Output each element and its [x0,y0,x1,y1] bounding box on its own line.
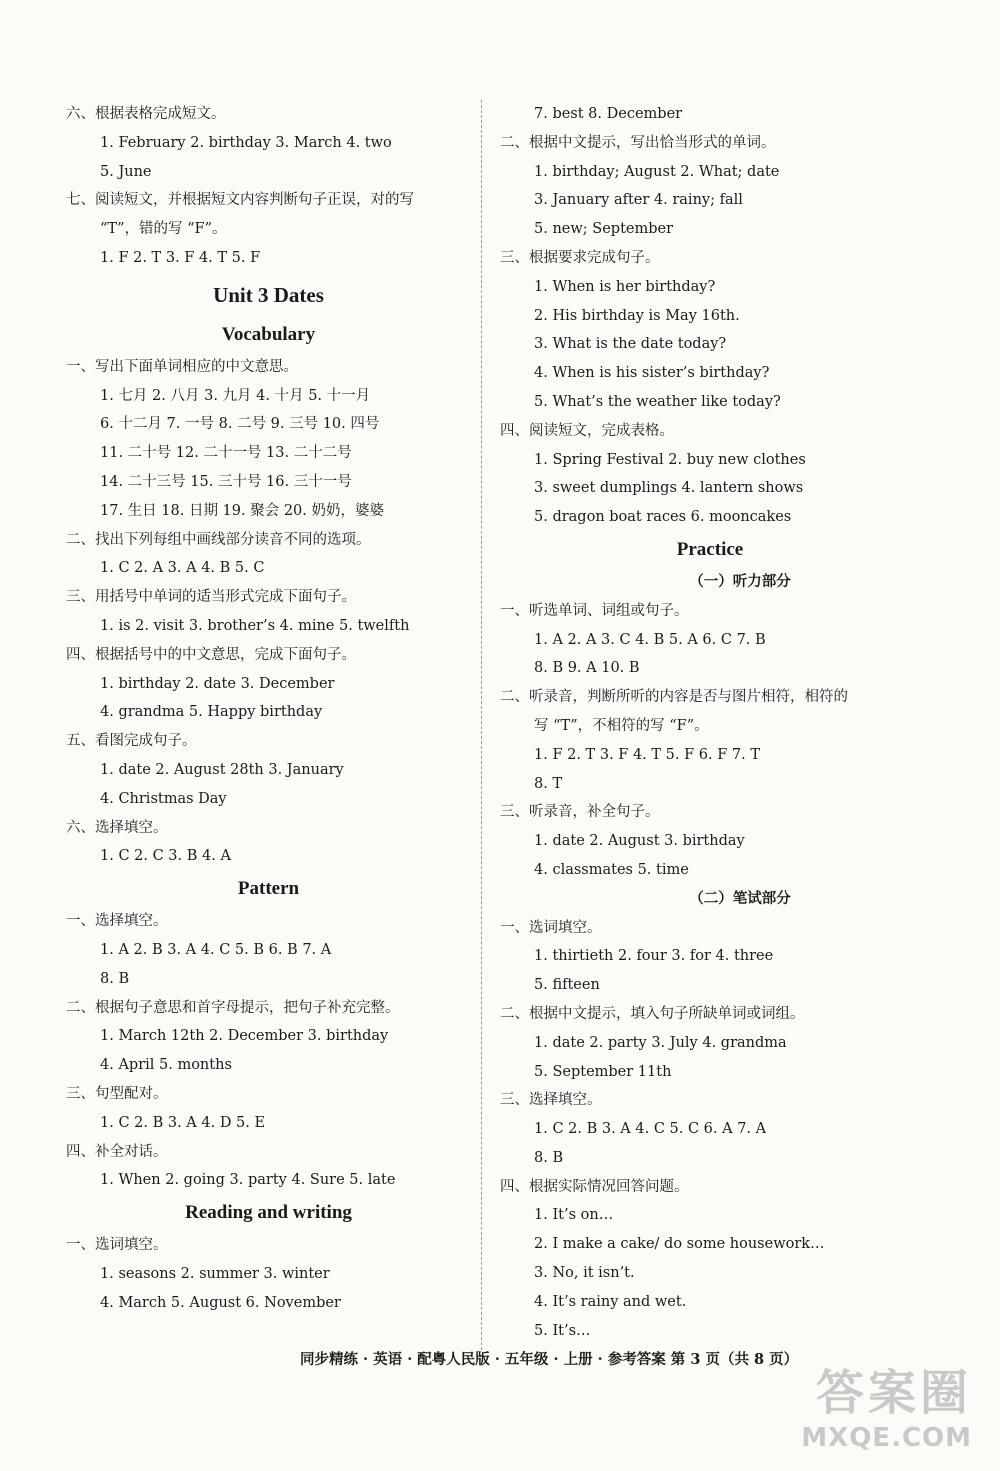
watermark-url: MXQE.COM [801,1423,972,1453]
answer-line: 8. B [534,1149,564,1166]
watermark-logo [801,1354,972,1453]
question-heading: 一、听选单词、词组或句子。 [500,602,689,619]
answer-line: 1. A 2. B 3. A 4. C 5. B 6. B 7. A [100,941,332,958]
section-title: Practice [676,538,744,560]
answer-line: 1. C 2. A 3. A 4. B 5. C [100,560,265,577]
answer-line: 1. date 2. August 3. birthday [534,833,745,850]
question-heading: 二、根据中文提示，写出恰当形式的单词。 [500,134,776,151]
answer-line: 3. What is the date today? [534,336,727,353]
answer-line: 5. June [100,163,152,180]
answer-line: 1. February 2. birthday 3. March 4. two [100,134,392,151]
answer-line: 3. sweet dumplings 4. lantern shows [534,480,804,497]
answer-line: 1. date 2. August 28th 3. January [100,761,344,778]
question-heading: 五、看图完成句子。 [66,733,197,750]
question-heading: 三、选择填空。 [500,1092,602,1109]
subsection-title: （一）听力部分 [689,572,791,590]
answer-line: 1. seasons 2. summer 3. winter [100,1265,330,1282]
question-heading: 六、根据表格完成短文。 [66,106,226,122]
answer-line: 3. January after 4. rainy; fall [534,192,743,209]
answer-line: 4. classmates 5. time [534,861,689,878]
answer-line: 1. C 2. C 3. B 4. A [100,848,231,865]
right-column [500,100,920,1345]
answer-line: 4. When is his sister’s birthday? [534,365,770,382]
section-title: Reading and writing [185,1202,352,1224]
answer-line: 1. birthday 2. date 3. December [100,675,335,692]
answer-line: 1. birthday; August 2. What; date [534,163,780,180]
column-divider [481,100,482,1350]
question-heading: 二、找出下列每组中画线部分读音不同的选项。 [66,531,371,548]
answer-line: 1. A 2. A 3. C 4. B 5. A 6. C 7. B [534,631,766,648]
answer-line: 1. thirtieth 2. four 3. for 4. three [534,948,774,965]
answer-line: 5. fifteen [534,977,600,994]
question-heading: 一、选择填空。 [66,913,168,930]
answer-line: 4. It’s rainy and wet. [534,1293,687,1310]
question-heading: 四、阅读短文，完成表格。 [500,422,674,439]
question-heading: 三、根据要求完成句子。 [500,249,660,266]
answer-line: 1. F 2. T 3. F 4. T 5. F [100,249,261,266]
question-heading: 四、根据实际情况回答问题。 [500,1178,689,1195]
answer-line: 17. 生日 18. 日期 19. 聚会 20. 奶奶，婆婆 [100,502,385,519]
question-heading: 一、写出下面单词相应的中文意思。 [66,358,298,375]
question-heading: 一、选词填空。 [66,1237,168,1254]
answer-line: 1. is 2. visit 3. brother’s 4. mine 5. twelfth [100,617,410,634]
answer-line: 8. T [534,775,563,792]
question-heading: 三、听录音，补全句子。 [500,804,660,821]
answer-line: 7. best 8. December [534,106,683,122]
answer-line: 5. September 11th [534,1063,672,1080]
watermark-text: 答案圈 [815,1365,972,1421]
answer-line: 5. dragon boat races 6. mooncakes [534,509,792,526]
answer-line: 1. C 2. B 3. A 4. D 5. E [100,1114,266,1131]
answer-line: 5. new; September [534,221,674,238]
question-continuation: “T”，错的写 “F”。 [100,221,227,238]
question-heading: 三、句型配对。 [66,1085,168,1102]
answer-line: 2. His birthday is May 16th. [534,307,740,324]
answer-line: 1. C 2. B 3. A 4. C 5. C 6. A 7. A [534,1121,767,1138]
answer-line: 8. B 9. A 10. B [534,660,640,677]
answer-line: 4. Christmas Day [100,790,227,807]
answer-line: 14. 二十三号 15. 三十号 16. 三十一号 [100,473,352,490]
answer-line: 4. grandma 5. Happy birthday [100,704,323,721]
answer-line: 4. April 5. months [100,1057,232,1074]
answer-line: 1. date 2. party 3. July 4. grandma [534,1034,787,1051]
question-heading: 一、选词填空。 [500,919,602,936]
answer-line: 5. What’s the weather like today? [534,393,781,410]
answer-line: 5. It’s… [534,1322,591,1339]
question-heading: 二、听录音，判断所听的内容是否与图片相符，相符的 [500,689,848,706]
answer-line: 1. 七月 2. 八月 3. 九月 4. 十月 5. 十一月 [100,387,371,404]
answer-line: 8. B [100,970,130,987]
answer-line: 6. 十二月 7. 一号 8. 二号 9. 三号 10. 四号 [100,416,380,433]
answer-line: 1. When 2. going 3. party 4. Sure 5. late [100,1172,396,1189]
answer-line: 4. March 5. August 6. November [100,1294,341,1311]
question-heading: 二、根据中文提示，填入句子所缺单词或词组。 [500,1005,805,1022]
answer-line: 11. 二十号 12. 二十一号 13. 二十二号 [100,445,352,462]
answer-line: 1. F 2. T 3. F 4. T 5. F 6. F 7. T [534,746,761,763]
question-heading: 六、选择填空。 [66,819,168,836]
question-heading: 二、根据句子意思和首字母提示，把句子补充完整。 [66,999,400,1016]
unit-title: Unit 3 Dates [213,282,324,307]
page-footer: 同步精练 · 英语 · 配粤人民版 · 五年级 · 上册 · 参考答案 第 3 页（共 8 页） [300,1351,799,1368]
answer-line: 1. It’s on… [534,1207,614,1224]
answer-line: 3. No, it isn’t. [534,1265,635,1282]
question-continuation: 写 “T”，不相符的写 “F”。 [534,717,709,734]
question-heading: 七、阅读短文，并根据短文内容判断句子正误，对的写 [66,192,414,209]
subsection-title: （二）笔试部分 [689,889,791,907]
question-heading: 四、根据括号中的中文意思，完成下面句子。 [66,646,356,663]
left-column [66,100,471,1317]
question-heading: 四、补全对话。 [66,1143,168,1160]
answer-line: 1. March 12th 2. December 3. birthday [100,1028,389,1045]
answer-line: 2. I make a cake/ do some housework… [534,1236,825,1253]
answer-line: 1. Spring Festival 2. buy new clothes [534,451,806,468]
question-heading: 三、用括号中单词的适当形式完成下面句子。 [66,589,356,606]
section-title: Pattern [237,878,300,900]
answer-line: 1. When is her birthday? [534,278,716,295]
section-title: Vocabulary [221,323,316,345]
